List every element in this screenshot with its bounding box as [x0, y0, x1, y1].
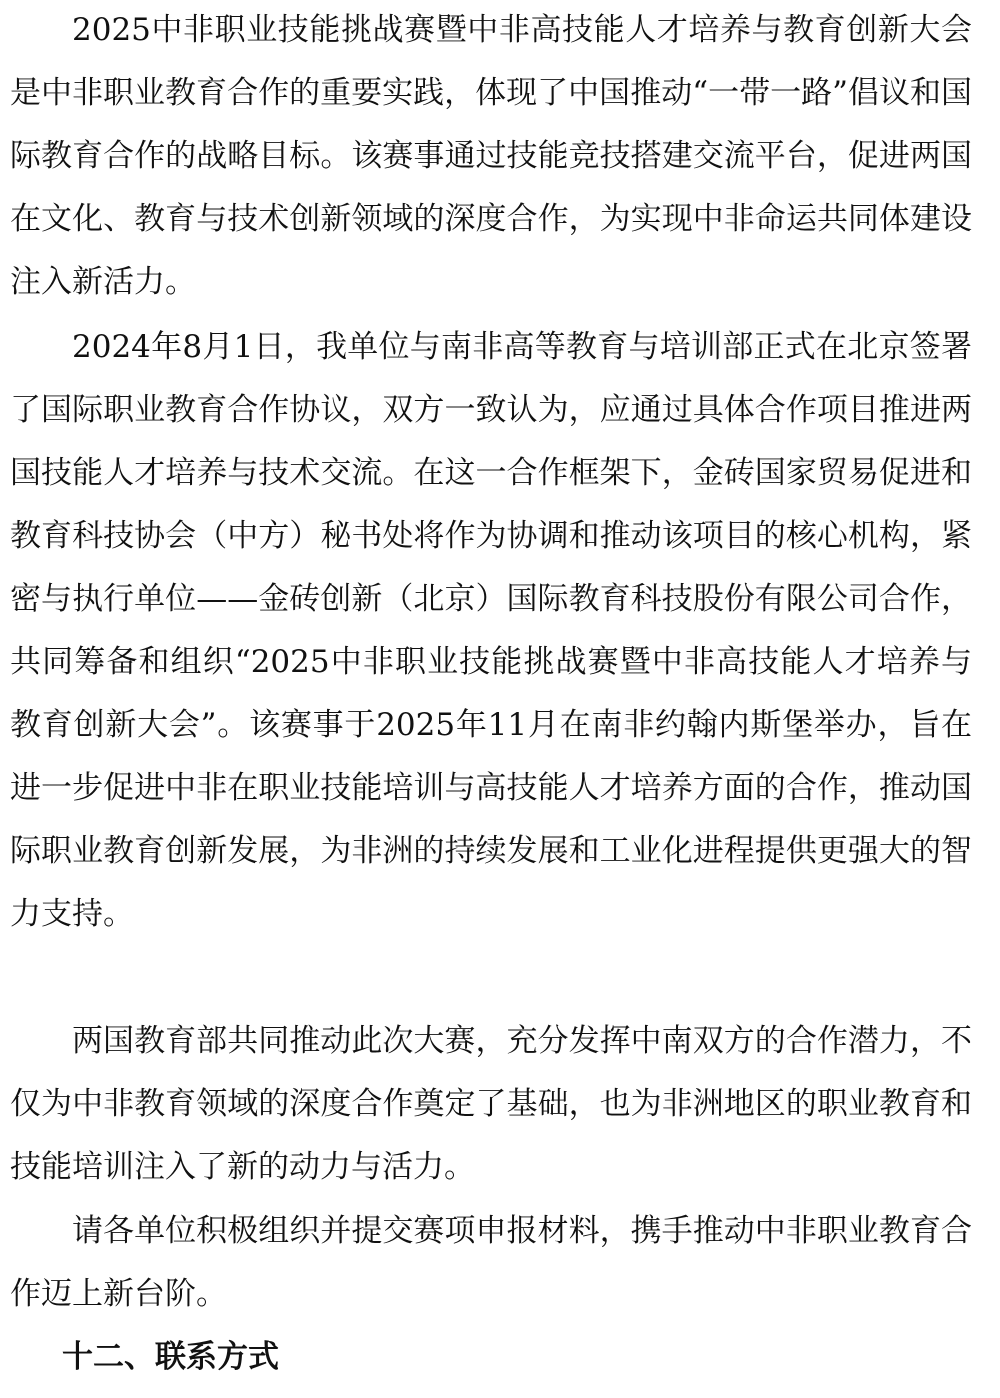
paragraph-agreement-details: 2024年8月1日，我单位与南非高等教育与培训部正式在北京签署了国际职业教育合作协议，双方一致认为，应通过具体合作项目推进两国技能人才培养与技术交流。在这一合作框架下，金砖国家贸易促进和教育科技协会（中方）秘书处将作为协调和推动该项目的核心机构，紧密与执行单位——金砖创新（北京）国际教育科技股份有限公司合作，共同筹备和组织“2025中非职业技能挑战赛暨中非高技能人才培养与教育创新大会”。该赛事于2025年11月在南非约翰内斯堡举办，旨在进一步促进中非在职业技能培训与高技能人才培养方面的合作，推动国际职业教育创新发展，为非洲的持续发展和工业化进程提供更强大的智力支持。: [10, 329, 972, 932]
paragraph-ministries-cooperation: 两国教育部共同推动此次大赛，充分发挥中南双方的合作潜力，不仅为中非教育领域的深度合作奠定了基础，也为非洲地区的职业教育和技能培训注入了新的动力与活力。: [10, 1023, 972, 1185]
section-heading-contact: 十二、联系方式: [62, 1339, 279, 1375]
paragraph-call-to-action: 请各单位积极组织并提交赛项申报材料，携手推动中非职业教育合作迈上新台阶。: [10, 1213, 972, 1312]
paragraph-competition-intro: 2025中非职业技能挑战赛暨中非高技能人才培养与教育创新大会是中非职业教育合作的重要实践，体现了中国推动“一带一路”倡议和国际教育合作的战略目标。该赛事通过技能竞技搭建交流平台，促进两国在文化、教育与技术创新领域的深度合作，为实现中非命运共同体建设注入新活力。: [10, 12, 972, 300]
